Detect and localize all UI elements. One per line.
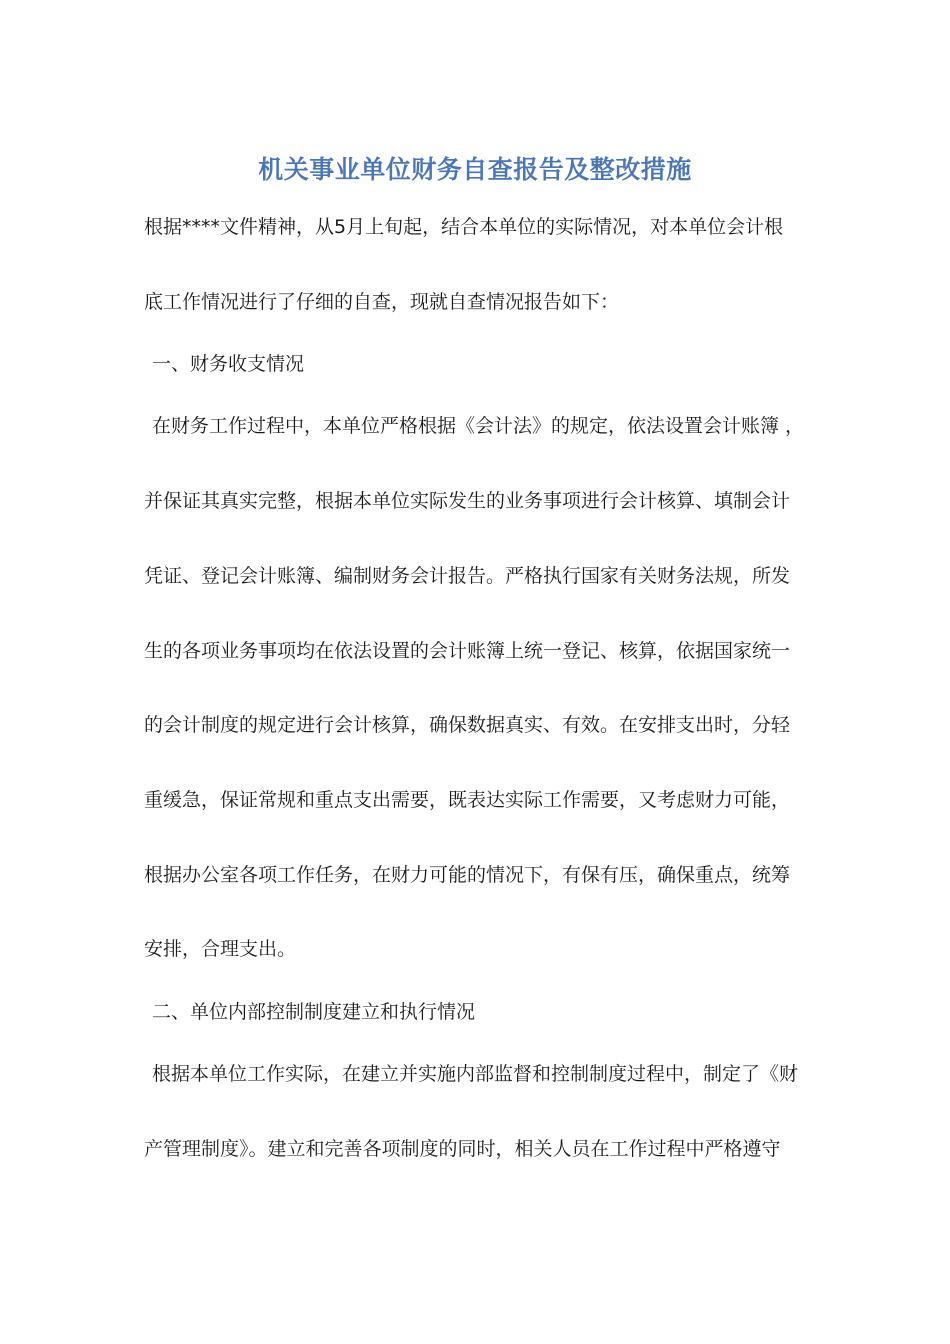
document-title: 机关事业单位财务自查报告及整改措施 [258, 155, 692, 184]
section-heading: 一、财务收支情况 [152, 353, 305, 375]
body-line: 根据本单位工作实际，在建立并实施内部监督和控制制度过程中，制定了《财 [152, 1063, 799, 1085]
section-heading: 二、单位内部控制制度建立和执行情况 [152, 1001, 476, 1023]
body-line: 根据****文件精神，从5月上旬起，结合本单位的实际情况，对本单位会计根 [144, 216, 784, 238]
body-line: 的会计制度的规定进行会计核算，确保数据真实、有效。在安排支出时，分轻 [144, 714, 791, 736]
body-line: 凭证、登记会计账簿、编制财务会计报告。严格执行国家有关财务法规，所发 [144, 565, 791, 587]
body-line: 安排，合理支出。 [144, 938, 297, 960]
body-line: 底工作情况进行了仔细的自查，现就自查情况报告如下： [144, 291, 620, 313]
body-line: 重缓急，保证常规和重点支出需要，既表达实际工作需要，又考虑财力可能， [144, 789, 791, 811]
body-line: 在财务工作过程中，本单位严格根据《会计法》的规定，依法设置会计账簿 ， [152, 415, 805, 437]
body-line: 产管理制度》。建立和完善各项制度的同时，相关人员在工作过程中严格遵守 [144, 1138, 781, 1160]
body-line: 根据办公室各项工作任务，在财力可能的情况下，有保有压，确保重点，统筹 [144, 864, 791, 886]
body-line: 并保证其真实完整，根据本单位实际发生的业务事项进行会计核算、填制会计 [144, 490, 791, 512]
body-line: 生的各项业务事项均在依法设置的会计账簿上统一登记、核算，依据国家统一 [144, 640, 791, 662]
